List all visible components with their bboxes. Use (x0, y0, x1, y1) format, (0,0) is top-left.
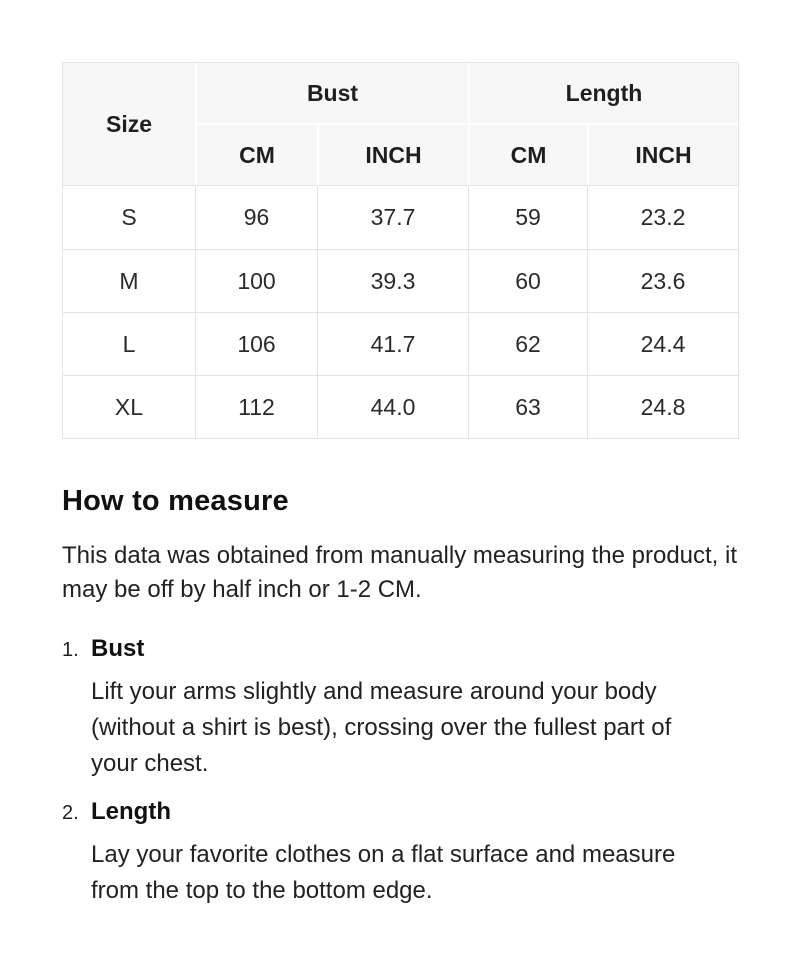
size-value: M (63, 249, 195, 312)
table-row-m (63, 249, 738, 312)
length-inch-value: 23.6 (587, 249, 738, 312)
column-group-bust: Bust (195, 63, 468, 125)
size-chart-header (63, 63, 738, 186)
list-number: 1. (62, 639, 79, 661)
length-inch-value: 24.4 (587, 312, 738, 375)
bust-inch-value: 37.7 (317, 186, 468, 249)
size-value: S (121, 204, 137, 230)
bust-cm-value: 96 (195, 186, 317, 249)
length-cm-value: 63 (468, 375, 587, 438)
size-value: XL (63, 375, 195, 438)
column-header-bust-inch: INCH (317, 125, 468, 186)
table-row-l (63, 312, 738, 375)
column-header-length-inch: INCH (587, 125, 738, 186)
list-item-body (91, 635, 738, 782)
list-term-length: Length (91, 798, 171, 825)
how-to-measure-intro: This data was obtained from manually measuring the product, it may be off by half inch or 1-2 CM. (62, 542, 738, 603)
how-to-measure-section (62, 485, 738, 909)
how-to-measure-heading: How to measure (62, 485, 289, 517)
length-cm-value: 59 (468, 186, 587, 249)
bust-cm-value: 100 (195, 249, 317, 312)
list-number: 2. (62, 802, 79, 824)
list-term-bust: Bust (91, 635, 145, 662)
bust-inch-value: 41.7 (317, 312, 468, 375)
length-inch-value: 23.2 (587, 186, 738, 249)
size-chart-table (62, 62, 739, 439)
length-cm-value: 60 (468, 249, 587, 312)
list-item-length (62, 798, 738, 909)
length-inch-value: 24.8 (587, 375, 738, 438)
column-group-length: Length (468, 63, 738, 125)
column-header-size: Size (63, 63, 195, 186)
list-item-bust (62, 635, 738, 782)
bust-cm-value: 106 (195, 312, 317, 375)
table-row-xl (63, 375, 738, 438)
list-description-bust: Lift your arms slightly and measure around your body (without a shirt is best), crossing over the fullest part of your chest. (91, 678, 672, 777)
column-header-bust-cm: CM (195, 125, 317, 186)
size-value: L (63, 312, 195, 375)
length-cm-value: 62 (468, 312, 587, 375)
bust-inch-value: 44.0 (317, 375, 468, 438)
table-row-s (63, 186, 738, 249)
measure-instruction-list (62, 635, 738, 909)
bust-inch-value: 39.3 (317, 249, 468, 312)
column-header-length-cm: CM (468, 125, 587, 186)
list-item-body (91, 798, 738, 909)
size-chart-body (63, 186, 738, 438)
list-description-length: Lay your favorite clothes on a flat surface and measure from the top to the bottom edge. (91, 841, 676, 904)
bust-cm-value: 112 (195, 375, 317, 438)
